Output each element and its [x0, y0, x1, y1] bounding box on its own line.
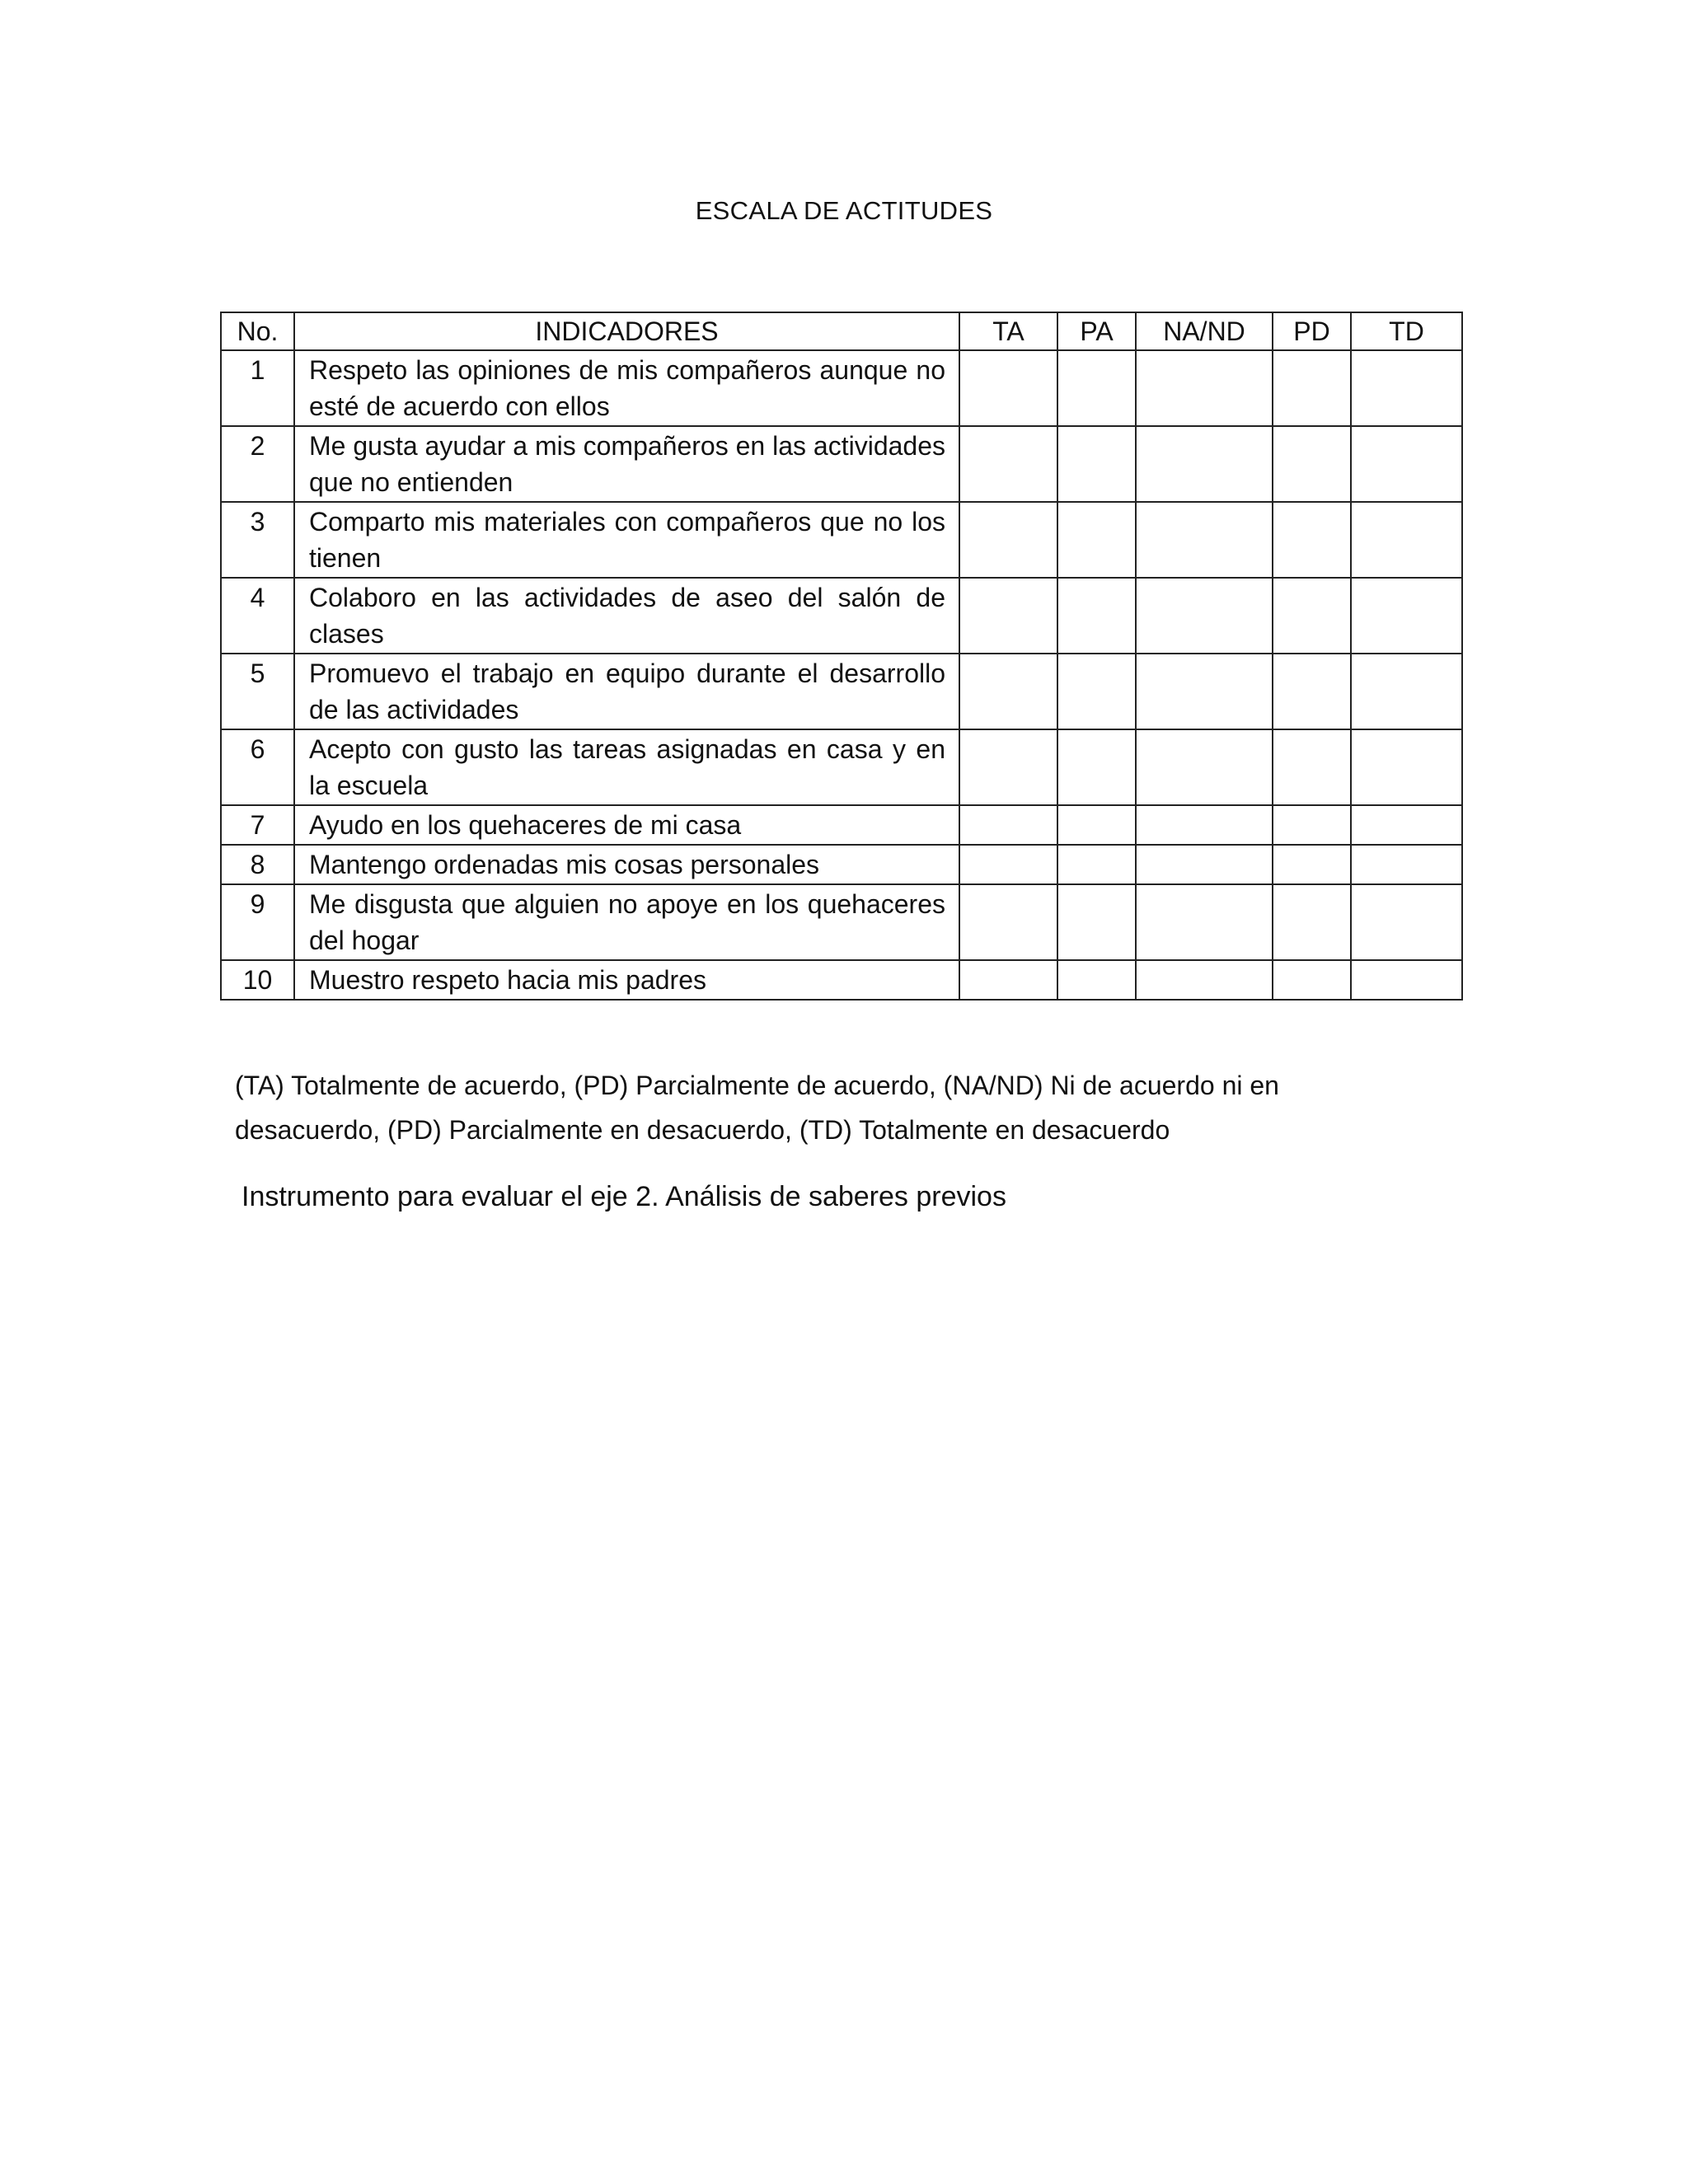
indicator-text: Mantengo ordenadas mis cosas personales [294, 845, 959, 884]
indicator-text: Ayudo en los quehaceres de mi casa [294, 805, 959, 845]
row-number: 8 [221, 845, 294, 884]
rating-cell-td[interactable] [1351, 502, 1462, 578]
header-td: TD [1351, 312, 1462, 350]
table-row [221, 729, 1462, 805]
row-number: 10 [221, 960, 294, 1000]
header-indicadores: INDICADORES [294, 312, 959, 350]
rating-cell-td[interactable] [1351, 845, 1462, 884]
rating-cell-pd[interactable] [1273, 578, 1351, 654]
rating-cell-na-nd[interactable] [1136, 845, 1273, 884]
table-row [221, 654, 1462, 729]
rating-cell-pd[interactable] [1273, 654, 1351, 729]
table-row [221, 502, 1462, 578]
row-number: 2 [221, 426, 294, 502]
rating-cell-na-nd[interactable] [1136, 426, 1273, 502]
table-row [221, 960, 1462, 1000]
rating-cell-pd[interactable] [1273, 502, 1351, 578]
rating-cell-td[interactable] [1351, 350, 1462, 426]
rating-cell-pa[interactable] [1057, 845, 1136, 884]
rating-cell-pa[interactable] [1057, 502, 1136, 578]
rating-cell-td[interactable] [1351, 805, 1462, 845]
rating-cell-pa[interactable] [1057, 350, 1136, 426]
rating-cell-td[interactable] [1351, 578, 1462, 654]
header-pa: PA [1057, 312, 1136, 350]
header-na-nd: NA/ND [1136, 312, 1273, 350]
rating-cell-ta[interactable] [959, 845, 1057, 884]
rating-cell-na-nd[interactable] [1136, 729, 1273, 805]
table-row [221, 578, 1462, 654]
rating-cell-td[interactable] [1351, 884, 1462, 960]
indicator-text: Muestro respeto hacia mis padres [294, 960, 959, 1000]
rating-cell-pa[interactable] [1057, 426, 1136, 502]
rating-cell-na-nd[interactable] [1136, 578, 1273, 654]
rating-cell-td[interactable] [1351, 960, 1462, 1000]
rating-cell-pd[interactable] [1273, 426, 1351, 502]
row-number: 4 [221, 578, 294, 654]
rating-cell-pa[interactable] [1057, 805, 1136, 845]
table-row [221, 884, 1462, 960]
table-row [221, 350, 1462, 426]
header-no: No. [221, 312, 294, 350]
rating-cell-na-nd[interactable] [1136, 805, 1273, 845]
rating-cell-pa[interactable] [1057, 960, 1136, 1000]
rating-cell-ta[interactable] [959, 578, 1057, 654]
rating-cell-td[interactable] [1351, 654, 1462, 729]
row-number: 1 [221, 350, 294, 426]
header-ta: TA [959, 312, 1057, 350]
scale-legend: (TA) Totalmente de acuerdo, (PD) Parcialmente de acuerdo, (NA/ND) Ni de acuerdo ni en desacuerdo, (PD) Parcialmente en desacuerdo, (TD) Totalmente en desacuerdo [235, 1071, 1279, 1145]
indicator-text: Respeto las opiniones de mis compañeros aunque no esté de acuerdo con ellos [294, 350, 959, 426]
rating-cell-td[interactable] [1351, 426, 1462, 502]
rating-cell-pd[interactable] [1273, 805, 1351, 845]
row-number: 6 [221, 729, 294, 805]
indicator-text: Acepto con gusto las tareas asignadas en casa y en la escuela [294, 729, 959, 805]
table-row [221, 426, 1462, 502]
rating-cell-na-nd[interactable] [1136, 350, 1273, 426]
indicator-text: Comparto mis materiales con compañeros que no los tienen [294, 502, 959, 578]
table-header-row [221, 312, 1462, 350]
indicator-text: Promuevo el trabajo en equipo durante el desarrollo de las actividades [294, 654, 959, 729]
rating-cell-pd[interactable] [1273, 960, 1351, 1000]
rating-cell-pd[interactable] [1273, 845, 1351, 884]
row-number: 3 [221, 502, 294, 578]
indicator-text: Colaboro en las actividades de aseo del salón de clases [294, 578, 959, 654]
rating-cell-ta[interactable] [959, 805, 1057, 845]
rating-cell-na-nd[interactable] [1136, 502, 1273, 578]
row-number: 7 [221, 805, 294, 845]
indicator-text: Me gusta ayudar a mis compañeros en las actividades que no entienden [294, 426, 959, 502]
rating-cell-ta[interactable] [959, 960, 1057, 1000]
rating-cell-pa[interactable] [1057, 578, 1136, 654]
row-number: 5 [221, 654, 294, 729]
rating-cell-ta[interactable] [959, 350, 1057, 426]
rating-cell-td[interactable] [1351, 729, 1462, 805]
rating-cell-pd[interactable] [1273, 884, 1351, 960]
rating-cell-ta[interactable] [959, 654, 1057, 729]
row-number: 9 [221, 884, 294, 960]
rating-cell-na-nd[interactable] [1136, 960, 1273, 1000]
rating-cell-pa[interactable] [1057, 654, 1136, 729]
rating-cell-pa[interactable] [1057, 729, 1136, 805]
rating-cell-ta[interactable] [959, 729, 1057, 805]
rating-cell-na-nd[interactable] [1136, 654, 1273, 729]
table-row [221, 845, 1462, 884]
rating-cell-ta[interactable] [959, 426, 1057, 502]
rating-cell-pd[interactable] [1273, 350, 1351, 426]
table-row [221, 805, 1462, 845]
rating-cell-pd[interactable] [1273, 729, 1351, 805]
indicator-text: Me disgusta que alguien no apoye en los quehaceres del hogar [294, 884, 959, 960]
instrument-caption: Instrumento para evaluar el eje 2. Análisis de saberes previos [241, 1181, 1006, 1212]
rating-cell-ta[interactable] [959, 884, 1057, 960]
header-pd: PD [1273, 312, 1351, 350]
rating-cell-na-nd[interactable] [1136, 884, 1273, 960]
rating-cell-pa[interactable] [1057, 884, 1136, 960]
rating-cell-ta[interactable] [959, 502, 1057, 578]
document-title: ESCALA DE ACTITUDES [695, 196, 993, 225]
attitude-scale-table [220, 312, 1463, 1001]
